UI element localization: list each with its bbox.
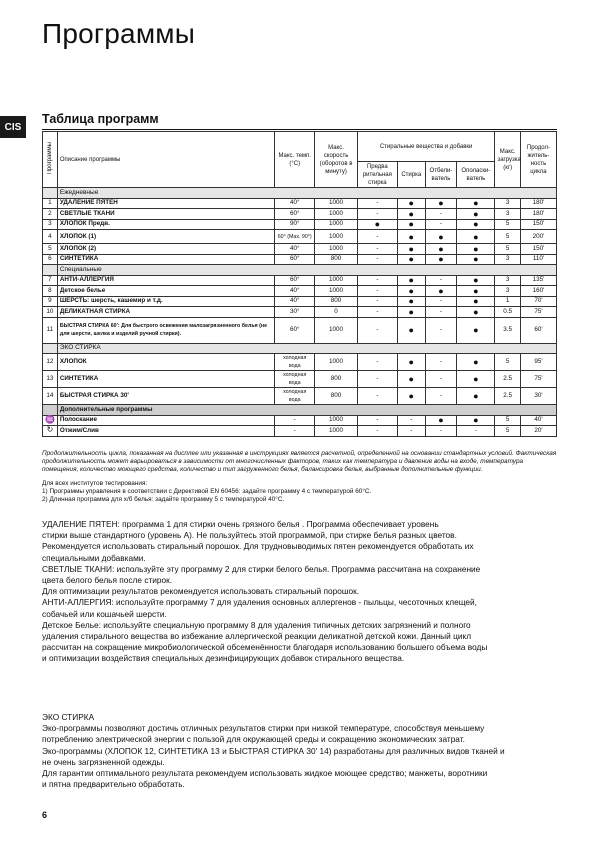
- program-name: СИНТЕТИКА: [57, 254, 274, 265]
- text-line: Для оптимизации результатов рекомендуется использовать стиральный порошок.: [42, 586, 360, 597]
- wash-cell: ●: [398, 388, 426, 405]
- header-programs: Программы: [43, 132, 58, 188]
- header-max-temp: Макс. темп. (°C): [275, 132, 315, 188]
- soft-cell: ●: [457, 254, 495, 265]
- table-row: [43, 286, 557, 297]
- bleach-cell: ●: [425, 230, 457, 244]
- max-speed-cell: 800: [315, 296, 357, 307]
- max-speed-cell: 1000: [315, 275, 357, 286]
- section-row: [43, 265, 557, 276]
- program-number: 13: [43, 371, 58, 388]
- pre-cell: -: [357, 426, 397, 437]
- table-row: [43, 415, 557, 426]
- duration-cell: 135': [520, 275, 556, 286]
- program-number: [43, 415, 58, 426]
- pre-cell: -: [357, 388, 397, 405]
- soft-cell: ●: [457, 354, 495, 371]
- table-row: [43, 371, 557, 388]
- header-bleach: Отбели- ватель: [425, 162, 457, 188]
- pre-cell: -: [357, 354, 397, 371]
- table-row: [43, 244, 557, 255]
- section-label: ЭКО СТИРКА: [57, 343, 556, 354]
- pre-cell: -: [357, 371, 397, 388]
- max-load-cell: 5: [495, 244, 520, 255]
- max-load-cell: 3: [495, 286, 520, 297]
- table-row: [43, 230, 557, 244]
- bleach-cell: ●: [425, 254, 457, 265]
- table-row: [43, 219, 557, 230]
- max-load-cell: 3: [495, 254, 520, 265]
- bleach-cell: -: [425, 426, 457, 437]
- eco-section: [42, 712, 562, 790]
- text-line: и пятна предварительно обработать.: [42, 779, 185, 790]
- text-line: АНТИ-АЛЛЕРГИЯ: используйте программу 7 для удаления основных аллергенов - пыльцы, чесоточных клещей,: [42, 597, 477, 608]
- wash-cell: ●: [398, 317, 426, 343]
- pre-cell: -: [357, 254, 397, 265]
- wash-cell: ●: [398, 307, 426, 318]
- text-line: потреблению электрической энергии с пользой для окружающей среды и сокращению экономических затрат.: [42, 734, 465, 745]
- section-row: [43, 405, 557, 416]
- duration-cell: 60': [520, 317, 556, 343]
- max-temp-cell: холодная вода: [275, 388, 315, 405]
- soft-cell: ●: [457, 230, 495, 244]
- pre-cell: -: [357, 415, 397, 426]
- max-load-cell: 5: [495, 426, 520, 437]
- testing-notes-title: Для всех институтов тестирования:: [42, 480, 148, 487]
- table-row: [43, 296, 557, 307]
- table-row: [43, 209, 557, 220]
- max-speed-cell: 1000: [315, 415, 357, 426]
- wash-cell: -: [398, 426, 426, 437]
- program-name: ХЛОПОК: [57, 354, 274, 371]
- max-speed-cell: 1000: [315, 286, 357, 297]
- max-load-cell: 3: [495, 209, 520, 220]
- max-speed-cell: 800: [315, 371, 357, 388]
- cycle-duration-note: Продолжительность цикла, показанная на дисплее или указанная в инструкциях является расчетной, определенной на основании стандартных условий. Фактическая продолжительность может варьироваться в зависимости от многочисленных факторов, таких как температура и давление воды на входе, температура помещения, количество моющего средства, количество и тип загруженного белья, балансировка белья, выбранные дополнительные функции.: [42, 450, 557, 473]
- duration-cell: 150': [520, 219, 556, 230]
- text-line: специальными добавками.: [42, 552, 146, 563]
- wash-cell: ●: [398, 209, 426, 220]
- max-load-cell: 3.5: [495, 317, 520, 343]
- program-name: ХЛОПОК (1): [57, 230, 274, 244]
- table-row: [43, 317, 557, 343]
- section-label: Специальные: [57, 265, 556, 276]
- max-temp-cell: 40°: [275, 198, 315, 209]
- program-name: ХЛОПОК Предв.: [57, 219, 274, 230]
- program-name: Полоскание: [57, 415, 274, 426]
- program-name: СИНТЕТИКА: [57, 371, 274, 388]
- wash-cell: ●: [398, 219, 426, 230]
- max-speed-cell: 1000: [315, 230, 357, 244]
- max-load-cell: 2.5: [495, 388, 520, 405]
- duration-cell: 75': [520, 307, 556, 318]
- pre-cell: -: [357, 230, 397, 244]
- text-line: ЭКО СТИРКА: [42, 712, 95, 722]
- program-name: АНТИ-АЛЛЕРГИЯ: [57, 275, 274, 286]
- soft-cell: ●: [457, 219, 495, 230]
- text-line: стирки выше стандартного (уровень А). Не пользуйтесь этой программой, при стирке белья разных цветов.: [42, 530, 457, 541]
- bleach-cell: -: [425, 371, 457, 388]
- duration-cell: 200': [520, 230, 556, 244]
- wash-cell: ●: [398, 254, 426, 265]
- max-temp-cell: -: [275, 426, 315, 437]
- max-speed-cell: 1000: [315, 244, 357, 255]
- text-line: цвета белого белья после стирок.: [42, 575, 173, 586]
- duration-cell: 95': [520, 354, 556, 371]
- wash-cell: ●: [398, 296, 426, 307]
- wash-cell: ●: [398, 198, 426, 209]
- text-line: удаления стирального вещества во избежание аллергической реакции деликатной детской кожи. Данный цикл: [42, 631, 472, 642]
- section-label: Дополнительные программы: [57, 405, 556, 416]
- wash-cell: ●: [398, 275, 426, 286]
- header-wash: Стирка: [398, 162, 426, 188]
- program-number: 2: [43, 209, 58, 220]
- duration-cell: 70': [520, 296, 556, 307]
- program-name: УДАЛЕНИЕ ПЯТЕН: [57, 198, 274, 209]
- pre-cell: -: [357, 307, 397, 318]
- soft-cell: ●: [457, 209, 495, 220]
- max-speed-cell: 1000: [315, 317, 357, 343]
- page-number: 6: [42, 810, 48, 820]
- max-temp-cell: 40°: [275, 244, 315, 255]
- duration-cell: 180': [520, 209, 556, 220]
- soft-cell: ●: [457, 371, 495, 388]
- header-softener: Ополаски- ватель: [457, 162, 495, 188]
- pre-cell: -: [357, 275, 397, 286]
- text-line: не очень загрязненной одежды.: [42, 756, 165, 767]
- max-load-cell: 3: [495, 198, 520, 209]
- page-title: Программы: [42, 18, 196, 49]
- max-temp-cell: 60° (Max. 90°): [275, 230, 315, 244]
- text-line: Детское Белье: используйте специальную программу 8 для удаления типичных детских загрязнений и полного: [42, 619, 471, 630]
- max-load-cell: 0.5: [495, 307, 520, 318]
- program-table: [42, 131, 557, 437]
- soft-cell: ●: [457, 317, 495, 343]
- language-tab: CIS: [0, 116, 26, 138]
- soft-cell: ●: [457, 286, 495, 297]
- text-line: и оптимизации воздействия специальных дезинфицирующих добавок стирального вещества.: [42, 653, 405, 664]
- max-temp-cell: 40°: [275, 286, 315, 297]
- table-row: [43, 388, 557, 405]
- max-load-cell: 5: [495, 415, 520, 426]
- section-row: [43, 343, 557, 354]
- max-speed-cell: 1000: [315, 219, 357, 230]
- duration-cell: 110': [520, 254, 556, 265]
- max-temp-cell: 60°: [275, 275, 315, 286]
- max-load-cell: 2.5: [495, 371, 520, 388]
- max-speed-cell: 1000: [315, 209, 357, 220]
- soft-cell: ●: [457, 296, 495, 307]
- program-number: 5: [43, 244, 58, 255]
- program-name: СВЕТЛЫЕ ТКАНИ: [57, 209, 274, 220]
- section-empty-cell: [43, 265, 58, 276]
- max-temp-cell: 60°: [275, 209, 315, 220]
- pre-cell: -: [357, 209, 397, 220]
- duration-cell: 40': [520, 415, 556, 426]
- section-label: Ежедневные: [57, 188, 556, 199]
- bleach-cell: -: [425, 388, 457, 405]
- bleach-cell: -: [425, 307, 457, 318]
- program-name: Отжим/Слив: [57, 426, 274, 437]
- pre-cell: -: [357, 286, 397, 297]
- table-row: [43, 426, 557, 437]
- bleach-cell: -: [425, 209, 457, 220]
- program-number: 14: [43, 388, 58, 405]
- program-name: БЫСТРАЯ СТИРКА 60': Для быстрого освежения малозагрязненного белья (не для шерсти, шелка и изделий ручной стирки).: [57, 317, 274, 343]
- text-line: Эко-программы (ХЛОПОК 12, СИНТЕТИКА 13 и БЫСТРАЯ СТИРКА 30' 14) разработаны для различных видов тканей и: [42, 745, 505, 756]
- title-rule: [42, 129, 557, 130]
- program-name: ХЛОПОК (2): [57, 244, 274, 255]
- wash-cell: ●: [398, 230, 426, 244]
- bleach-cell: -: [425, 296, 457, 307]
- rinse-icon: ♒: [45, 414, 55, 424]
- max-speed-cell: 0: [315, 307, 357, 318]
- program-number: 6: [43, 254, 58, 265]
- program-name: ДЕЛИКАТНАЯ СТИРКА: [57, 307, 274, 318]
- duration-cell: 150': [520, 244, 556, 255]
- duration-cell: 20': [520, 426, 556, 437]
- soft-cell: ●: [457, 244, 495, 255]
- text-line: собачьей или кошачьей шерсти.: [42, 608, 167, 619]
- pre-cell: -: [357, 317, 397, 343]
- max-load-cell: 1: [495, 296, 520, 307]
- pre-cell: -: [357, 296, 397, 307]
- program-number: 1: [43, 198, 58, 209]
- header-prewash: Предва рительная стирка: [357, 162, 397, 188]
- bleach-cell: ●: [425, 198, 457, 209]
- bleach-cell: -: [425, 354, 457, 371]
- section-empty-cell: [43, 343, 58, 354]
- max-temp-cell: холодная вода: [275, 371, 315, 388]
- section-row: [43, 188, 557, 199]
- max-load-cell: 5: [495, 230, 520, 244]
- max-load-cell: 5: [495, 219, 520, 230]
- duration-cell: 75': [520, 371, 556, 388]
- wash-cell: ●: [398, 244, 426, 255]
- program-descriptions: [42, 519, 562, 665]
- max-temp-cell: 40°: [275, 296, 315, 307]
- program-number: 10: [43, 307, 58, 318]
- table-title: Таблица программ: [42, 112, 159, 126]
- max-speed-cell: 800: [315, 388, 357, 405]
- table-row: [43, 307, 557, 318]
- table-row: [43, 198, 557, 209]
- duration-cell: 180': [520, 198, 556, 209]
- program-number: 11: [43, 317, 58, 343]
- max-temp-cell: 30°: [275, 307, 315, 318]
- duration-cell: 160': [520, 286, 556, 297]
- text-line: Рекомендуется использовать стиральный порошок. Для трудновыводимых пятен рекомендуется обработать их: [42, 541, 474, 552]
- pre-cell: -: [357, 198, 397, 209]
- wash-cell: -: [398, 415, 426, 426]
- header-duration: Продол- житель- ность цикла: [520, 132, 556, 188]
- wash-cell: ●: [398, 371, 426, 388]
- max-temp-cell: холодная вода: [275, 354, 315, 371]
- max-temp-cell: -: [275, 415, 315, 426]
- program-number: 12: [43, 354, 58, 371]
- section-empty-cell: [43, 188, 58, 199]
- text-line: рассчитан на сокращение микробиологической обсеменённости благодаря использованию большего объема воды: [42, 642, 488, 653]
- bleach-cell: -: [425, 275, 457, 286]
- testing-note-1: 1) Программы управления в соответствии с Директивой EN 60456: задайте программу 4 с температурой 60°C.: [42, 488, 372, 495]
- program-number: 7: [43, 275, 58, 286]
- wash-cell: ●: [398, 354, 426, 371]
- max-temp-cell: 90°: [275, 219, 315, 230]
- text-line: УДАЛЕНИЕ ПЯТЕН: программа 1 для стирки очень грязного белья . Программа обеспечивает уровень: [42, 519, 439, 529]
- wash-cell: ●: [398, 286, 426, 297]
- bleach-cell: -: [425, 317, 457, 343]
- max-load-cell: 5: [495, 354, 520, 371]
- bleach-cell: -: [425, 219, 457, 230]
- max-speed-cell: 800: [315, 254, 357, 265]
- soft-cell: ●: [457, 307, 495, 318]
- soft-cell: -: [457, 426, 495, 437]
- header-detergents: Стиральные вещества и добавки: [357, 132, 495, 162]
- max-temp-cell: 60°: [275, 317, 315, 343]
- bleach-cell: ●: [425, 286, 457, 297]
- max-speed-cell: 1000: [315, 426, 357, 437]
- program-number: 4: [43, 230, 58, 244]
- max-load-cell: 3: [495, 275, 520, 286]
- soft-cell: ●: [457, 275, 495, 286]
- bleach-cell: ●: [425, 415, 457, 426]
- text-line: Эко-программы позволяют достичь отличных результатов стирки при низкой температуре, способствуя меньшему: [42, 723, 485, 734]
- table-row: [43, 275, 557, 286]
- header-max-speed: Макс. скорость (оборотов в минуту): [315, 132, 357, 188]
- max-speed-cell: 1000: [315, 198, 357, 209]
- bleach-cell: ●: [425, 244, 457, 255]
- header-max-load: Макс. загрузка (кг): [495, 132, 520, 188]
- section-empty-cell: [43, 405, 58, 416]
- program-name: БЫСТРАЯ СТИРКА 30': [57, 388, 274, 405]
- program-name: ШЕРСТЬ: шерсть, кашемир и т.д.: [57, 296, 274, 307]
- spin-icon: ↻: [46, 425, 54, 435]
- soft-cell: ●: [457, 415, 495, 426]
- text-line: Для гарантии оптимального результата рекомендуем использовать жидкое моющее средство; манжеты, воротники: [42, 768, 488, 779]
- program-number: [43, 426, 58, 437]
- header-description: Описание программы: [57, 132, 274, 188]
- max-speed-cell: 1000: [315, 354, 357, 371]
- pre-cell: ●: [357, 219, 397, 230]
- testing-notes: [42, 480, 557, 504]
- pre-cell: -: [357, 244, 397, 255]
- program-name: Детское белье: [57, 286, 274, 297]
- max-temp-cell: 60°: [275, 254, 315, 265]
- soft-cell: ●: [457, 388, 495, 405]
- testing-note-2: 2) Длинная программа для х/б белья: задайте программу 5 с температурой 40°C.: [42, 496, 285, 503]
- duration-cell: 30': [520, 388, 556, 405]
- soft-cell: ●: [457, 198, 495, 209]
- program-number: 8: [43, 286, 58, 297]
- text-line: СВЕТЛЫЕ ТКАНИ: используйте эту программу 2 для стирки белого белья. Программа рассчитана на сохранение: [42, 563, 481, 574]
- table-row: [43, 254, 557, 265]
- program-number: 3: [43, 219, 58, 230]
- program-number: 9: [43, 296, 58, 307]
- table-row: [43, 354, 557, 371]
